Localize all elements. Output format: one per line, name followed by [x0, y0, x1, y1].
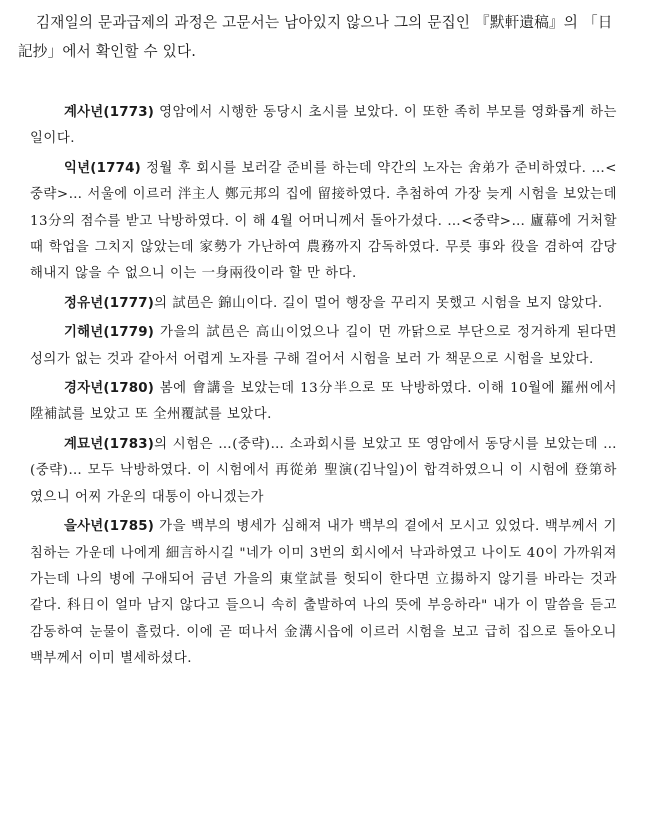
entry-text: 의 試邑은 錦山이다. 길이 멀어 행장을 꾸리지 못했고 시험을 보지 않았다. [154, 295, 603, 311]
entry-year: 을사년(1785) [64, 519, 155, 535]
diary-excerpt [18, 100, 625, 673]
entry-text: 의 시험은 …(중략)… 소과회시를 보았고 또 영암에서 동당시를 보았는데 …(중략)… 모두 낙방하였다. 이 시험에서 再從弟 聖演(김낙일)이 합격하였으니 이 시험에 登第하였으니 어찌 가운의 대통이 아니겠는가 [30, 436, 617, 505]
diary-entry-1785 [30, 514, 617, 672]
diary-entry-1779 [30, 320, 617, 373]
diary-entry-1773 [30, 100, 617, 153]
diary-entry-1774 [30, 156, 617, 288]
entry-text: 영암에서 시행한 동당시 초시를 보았다. 이 또한 족히 부모를 영화롭게 하는 일이다. [30, 105, 617, 147]
entry-text: 가을 백부의 병세가 심해져 내가 백부의 곁에서 모시고 있었다. 백부께서 기침하는 가운데 나에게 細言하시길 "네가 이미 3번의 회시에서 낙과하였고 나이도 40이 가까워져 가는데 나의 병에 구애되어 금년 가을의 東堂試를 헛되이 한다면 立揚하지 않기를 바라는 것과 같다. 科日이 얼마 남지 않다고 들으니 속히 출발하여 나의 뜻에 부응하라" 내가 이 말씀을 듣고 감동하여 눈물이 흘렀다. 이에 곧 떠나서 金溝시읍에 이르러 시험을 보고 급히 집으로 돌아오니 백부께서 이미 별세하셨다. [30, 519, 617, 667]
diary-entry-1777 [30, 291, 617, 317]
entry-year: 정유년(1777) [64, 295, 155, 311]
entry-text: 가을의 試邑은 高山이었으나 길이 먼 까닭으로 부단으로 정거하게 된다면 성의가 없는 것과 같아서 어렵게 노자를 구해 걸어서 시험을 보러 가 책문으로 시험을 보았다. [30, 325, 617, 367]
diary-entry-1780 [30, 376, 617, 429]
entry-text: 정월 후 회시를 보러갈 준비를 하는데 약간의 노자는 舍弟가 준비하였다. …<중략>… 서울에 이르러 泮主人 鄭元邦의 집에 留接하였다. 추첨하여 가장 늦게 시험을 보았는데 13分의 점수를 받고 낙방하였다. 이 해 4월 어머니께서 돌아가셨다. …<중략>… 廬幕에 거처할 때 학업을 그치지 않았는데 家勢가 가난하여 農務까지 감독하였다. 무릇 事와 役을 겸하여 감당해내지 않을 수 없으니 이는 一身兩役이라 할 만 하다. [30, 160, 617, 282]
diary-entry-1783 [30, 432, 617, 511]
entry-year: 기해년(1779) [64, 325, 155, 341]
entry-text: 봄에 會講을 보았는데 13分半으로 또 낙방하였다. 이해 10월에 羅州에서 陞補試를 보았고 또 全州覆試를 보았다. [30, 381, 617, 423]
entry-year: 익년(1774) [64, 160, 141, 176]
entry-year: 경자년(1780) [64, 381, 155, 397]
entry-year: 계사년(1773) [64, 105, 155, 120]
entry-year: 계묘년(1783) [64, 436, 155, 452]
intro-paragraph: 김재일의 문과급제의 과정은 고문서는 남아있지 않으나 그의 문집인 『默軒遺稿』의 「日記抄」에서 확인할 수 있다. [18, 14, 613, 60]
